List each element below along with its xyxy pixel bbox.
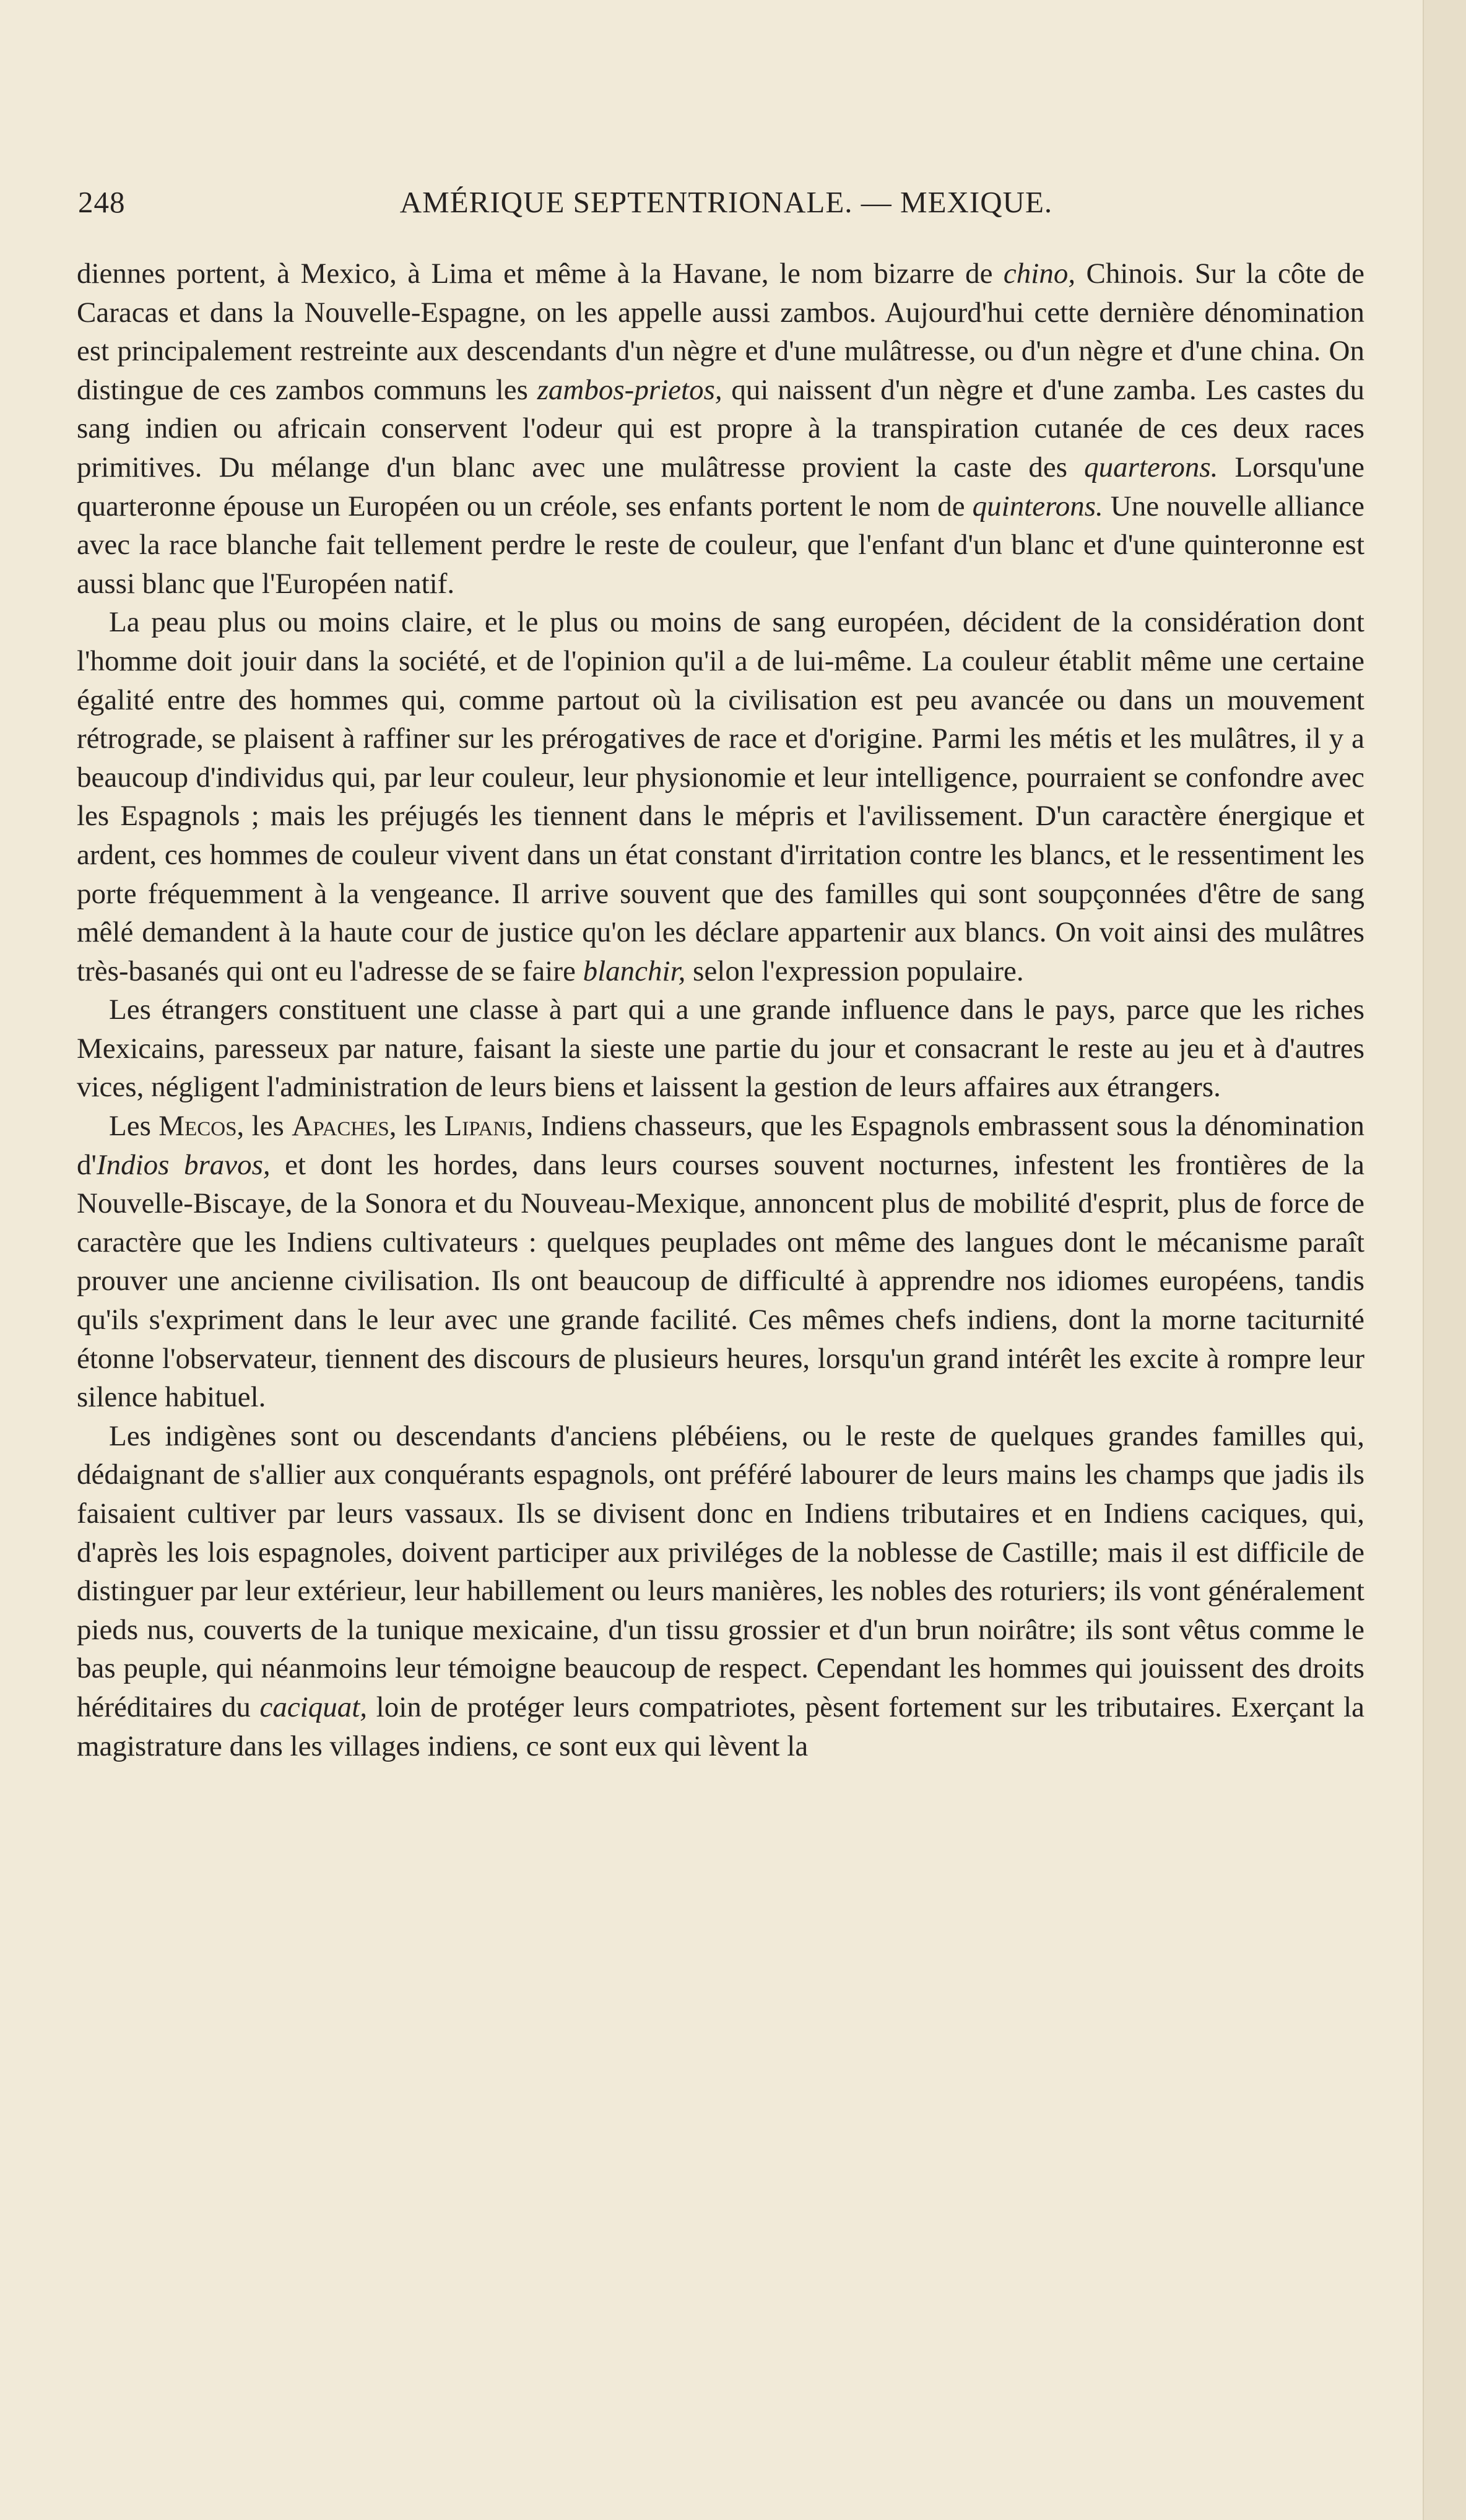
text-run: , les <box>389 1110 445 1143</box>
text-run: et dont les hordes, dans leurs courses souvent nocturnes, infestent les frontières de la Nouvelle-Biscaye, de la Sonora et du Nouveau-Mexique, annoncent plus de mobilité d'esprit, plus de force de caractère que les Indiens cultivateurs : quelques peuplades ont même des langues dont le mécanisme paraît prouver une ancienne civilisation. Ils ont beaucoup de difficulté à apprendre nos idiomes européens, tandis qu'ils s'expriment dans le leur avec une grande facilité. Ces mêmes chefs indiens, dont la morne taciturnité étonne l'observateur, tiennent des discours de plusieurs heures, lorsqu'un grand intérêt les excite à rompre leur silence habituel. <box>77 1148 1364 1414</box>
tribe-name: Mecos <box>158 1110 237 1143</box>
italic-term: quinterons. <box>972 490 1103 522</box>
text-run: Les étrangers constituent une classe à part qui a une grande influence dans le pays, parce que les riches Mexicains, paresseux par nature, faisant la sieste une partie du jour et consacrant le reste au jeu et à d'autres vices, négligent l'administration de leurs biens et laissent la gestion de leurs affaires aux étrangers. <box>77 994 1364 1104</box>
text-run: Lorsqu'une quarteronne épouse un Européen ou un créole, ses enfants portent le nom de <box>77 451 1364 522</box>
page-number: 248 <box>78 185 126 219</box>
italic-term: chino, <box>1003 258 1076 290</box>
tribe-name: Lipanis <box>444 1110 526 1143</box>
paragraph <box>77 1417 1364 1765</box>
tribe-name: Apaches <box>292 1110 389 1143</box>
text-run: Une nouvelle alliance avec la race blanche fait tellement perdre le reste de couleur, que l'enfant d'un blanc et d'une quinteronne est aussi blanc que l'Européen natif. <box>77 490 1364 600</box>
text-run: Les indigènes sont ou descendants d'anciens plébéiens, ou le reste de quelques grandes familles qui, dédaignant de s'allier aux conquérants espagnols, ont préféré labourer de leurs mains les champs que jadis ils faisaient cultiver par leurs vassaux. Ils se divisent donc en Indiens tributaires et en Indiens caciques, qui, d'après les lois espagnoles, doivent participer aux priviléges de la noblesse de Castille; mais il est difficile de distinguer par leur extérieur, leur habillement ou leurs manières, les nobles des roturiers; ils vont généralement pieds nus, couverts de la tunique mexicaine, d'un tissu grossier et d'un brun noirâtre; ils sont vêtus comme le bas peuple, qui néanmoins leur témoigne beaucoup de respect. Cependant les hommes qui jouissent des droits héréditaires du <box>77 1419 1364 1723</box>
italic-term: quarterons. <box>1084 451 1218 483</box>
italic-term: caciquat, <box>259 1691 368 1723</box>
body-text <box>77 254 1364 1765</box>
running-header <box>78 184 1362 228</box>
text-run: selon l'expression populaire. <box>685 955 1024 987</box>
text-run: , Indiens chasseurs, que les Espagnols embrassent sous la dénomination d' <box>77 1110 1364 1181</box>
paragraph <box>77 990 1364 1107</box>
text-run: Chinois. Sur la côte de Caracas et dans la Nouvelle-Espagne, on les appelle aussi zambos. Aujourd'hui cette dernière dénomination est principalement restreinte aux descendants d'un nègre et d'une mulâtresse, ou d'un nègre et d'une china. On distingue de ces zambos communs les <box>77 258 1364 406</box>
italic-term: zambos-prietos, <box>537 373 722 406</box>
italic-term: blanchir, <box>583 955 686 987</box>
italic-term: Indios bravos, <box>96 1148 271 1181</box>
page-edge <box>1423 0 1466 2520</box>
text-run: diennes portent, à Mexico, à Lima et même à la Havane, le nom bizarre de <box>77 258 1004 290</box>
running-title: AMÉRIQUE SEPTENTRIONALE. — MEXIQUE. <box>399 185 1053 219</box>
paragraph <box>77 254 1364 603</box>
text-run: qui naissent d'un nègre et d'une zamba. Les castes du sang indien ou africain conservent l'odeur qui est propre à la transpiration cutanée de ces deux races primitives. Du mélange d'un blanc avec une mulâtresse provient la caste des <box>77 373 1364 483</box>
text-run: La peau plus ou moins claire, et le plus ou moins de sang européen, décident de la considération dont l'homme doit jouir dans la société, et de l'opinion qu'il a de lui-même. La couleur établit même une certaine égalité entre des hommes qui, comme partout où la civilisation est peu avancée ou dans un mouvement rétrograde, se plaisent à raffiner sur les prérogatives de race et d'origine. Parmi les métis et les mulâtres, il y a beaucoup d'individus qui, par leur couleur, leur physionomie et leur intelligence, pourraient se confondre avec les Espagnols ; mais les préjugés les tiennent dans le mépris et l'avilissement. D'un caractère énergique et ardent, ces hommes de couleur vivent dans un état constant d'irritation contre les blancs, et le ressentiment les porte fréquemment à la vengeance. Il arrive souvent que des familles qui sont soupçonnées d'être de sang mêlé demandent à la haute cour de justice qu'on les déclare appartenir aux blancs. On voit ainsi des mulâtres très-basanés qui ont eu l'adresse de se faire <box>77 606 1364 987</box>
text-run: , les <box>236 1110 292 1143</box>
text-run: Les <box>109 1110 159 1143</box>
paragraph <box>77 603 1364 990</box>
paragraph <box>77 1107 1364 1417</box>
text-run: loin de protéger leurs compatriotes, pèsent fortement sur les tributaires. Exerçant la magistrature dans les villages indiens, ce sont eux qui lèvent la <box>77 1691 1364 1762</box>
